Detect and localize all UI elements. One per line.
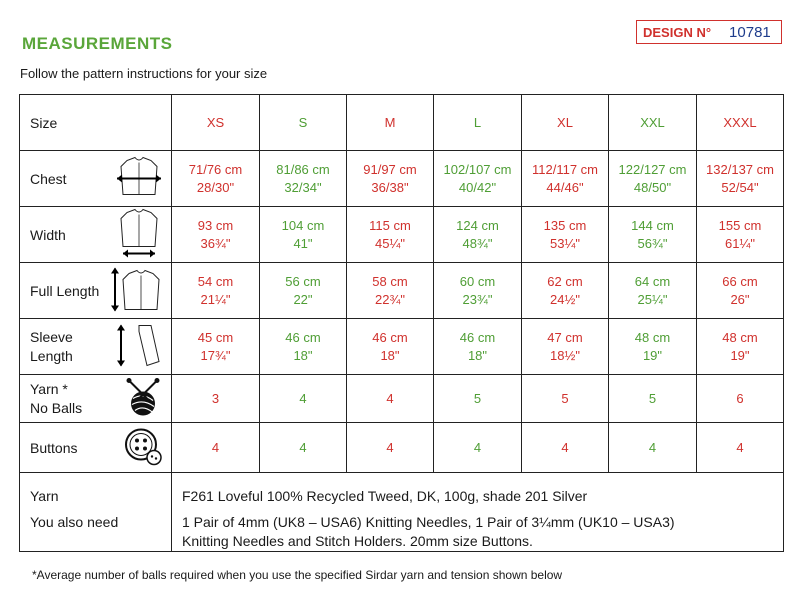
value-cell: 93 cm 36¾" (172, 207, 260, 263)
size-header: XL (522, 95, 609, 151)
size-header: S (260, 95, 347, 151)
value-cell: 47 cm 18½" (522, 319, 609, 375)
value-cell: 104 cm 41" (260, 207, 347, 263)
yarn-label: Yarn (30, 488, 59, 504)
value-cell: 62 cm 24½" (522, 263, 609, 319)
table-row (20, 423, 784, 473)
width-measure-icon (115, 208, 163, 261)
yarn-ball-icon (123, 376, 163, 421)
width-label-cell (20, 207, 172, 263)
value-cell: 124 cm 48¾" (434, 207, 522, 263)
size-header: M (347, 95, 434, 151)
row-label: Chest (30, 170, 67, 187)
value-cell: 3 (172, 375, 260, 423)
table-row (20, 375, 784, 423)
value-cell: 5 (609, 375, 697, 423)
value-cell: 112/117 cm 44/46" (522, 151, 609, 207)
value-cell: 56 cm 22" (260, 263, 347, 319)
value-cell: 46 cm 18" (434, 319, 522, 375)
row-label: Buttons (30, 439, 78, 456)
design-number: 10781 (729, 23, 771, 41)
value-cell: 155 cm 61¼" (697, 207, 784, 263)
row-label: Sleeve Length (30, 328, 73, 364)
table-row (20, 151, 784, 207)
value-cell: 4 (260, 375, 347, 423)
value-cell: 48 cm 19" (609, 319, 697, 375)
size-header: XXL (609, 95, 697, 151)
value-cell: 4 (522, 423, 609, 473)
size-header: XS (172, 95, 260, 151)
value-cell: 4 (347, 423, 434, 473)
value-cell: 122/127 cm 48/50" (609, 151, 697, 207)
yarn-value: F261 Loveful 100% Recycled Tweed, DK, 100g, shade 201 Silver (182, 488, 588, 504)
value-cell: 4 (172, 423, 260, 473)
value-cell: 46 cm 18" (347, 319, 434, 375)
value-cell: 54 cm 21¼" (172, 263, 260, 319)
value-cell: 4 (609, 423, 697, 473)
sleeve-measure-icon (111, 321, 163, 372)
size-label: Size (20, 95, 172, 151)
table-row (20, 319, 784, 375)
design-number-box (636, 20, 782, 44)
size-row (20, 95, 784, 151)
footnote: *Average number of balls required when you use the specified Sirdar yarn and tension shown below (32, 568, 563, 582)
value-cell: 58 cm 22¾" (347, 263, 434, 319)
value-cell: 144 cm 56¾" (609, 207, 697, 263)
value-cell: 4 (434, 423, 522, 473)
design-label: DESIGN N° (643, 24, 712, 40)
value-cell: 102/107 cm 40/42" (434, 151, 522, 207)
length-measure-icon (111, 265, 163, 316)
value-cell: 135 cm 53¼" (522, 207, 609, 263)
measurements-table (19, 94, 784, 552)
materials-row (20, 473, 784, 552)
value-cell: 48 cm 19" (697, 319, 784, 375)
full-length-label-cell (20, 263, 172, 319)
value-cell: 66 cm 26" (697, 263, 784, 319)
chest-label-cell (20, 151, 172, 207)
materials-values (172, 473, 784, 552)
value-cell: 6 (697, 375, 784, 423)
row-label: Full Length (30, 282, 100, 299)
chest-measure-icon (115, 154, 163, 203)
sleeve-length-label-cell (20, 319, 172, 375)
value-cell: 5 (434, 375, 522, 423)
value-cell: 81/86 cm 32/34" (260, 151, 347, 207)
page-title: MEASUREMENTS (22, 34, 173, 53)
size-header: XXXL (697, 95, 784, 151)
need-value: 1 Pair of 4mm (UK8 – USA6) Knitting Needles, 1 Pair of 3¼mm (UK10 – USA3) Knitting Needles and Stitch Holders. 20mm size Buttons. (182, 514, 675, 549)
value-cell: 4 (697, 423, 784, 473)
value-cell: 71/76 cm 28/30" (172, 151, 260, 207)
value-cell: 4 (347, 375, 434, 423)
need-label: You also need (30, 514, 119, 530)
value-cell: 115 cm 45¼" (347, 207, 434, 263)
yarn-balls-label-cell (20, 375, 172, 423)
value-cell: 4 (260, 423, 347, 473)
value-cell: 64 cm 25¼" (609, 263, 697, 319)
value-cell: 45 cm 17¾" (172, 319, 260, 375)
subtitle: Follow the pattern instructions for your size (20, 66, 268, 81)
value-cell: 5 (522, 375, 609, 423)
materials-labels (20, 473, 172, 552)
value-cell: 132/137 cm 52/54" (697, 151, 784, 207)
button-icon (123, 426, 163, 469)
value-cell: 46 cm 18" (260, 319, 347, 375)
table-row (20, 263, 784, 319)
row-label: Yarn * No Balls (30, 380, 83, 416)
value-cell: 91/97 cm 36/38" (347, 151, 434, 207)
table-row (20, 207, 784, 263)
value-cell: 60 cm 23¾" (434, 263, 522, 319)
size-header: L (434, 95, 522, 151)
buttons-label-cell (20, 423, 172, 473)
row-label: Width (30, 226, 66, 243)
